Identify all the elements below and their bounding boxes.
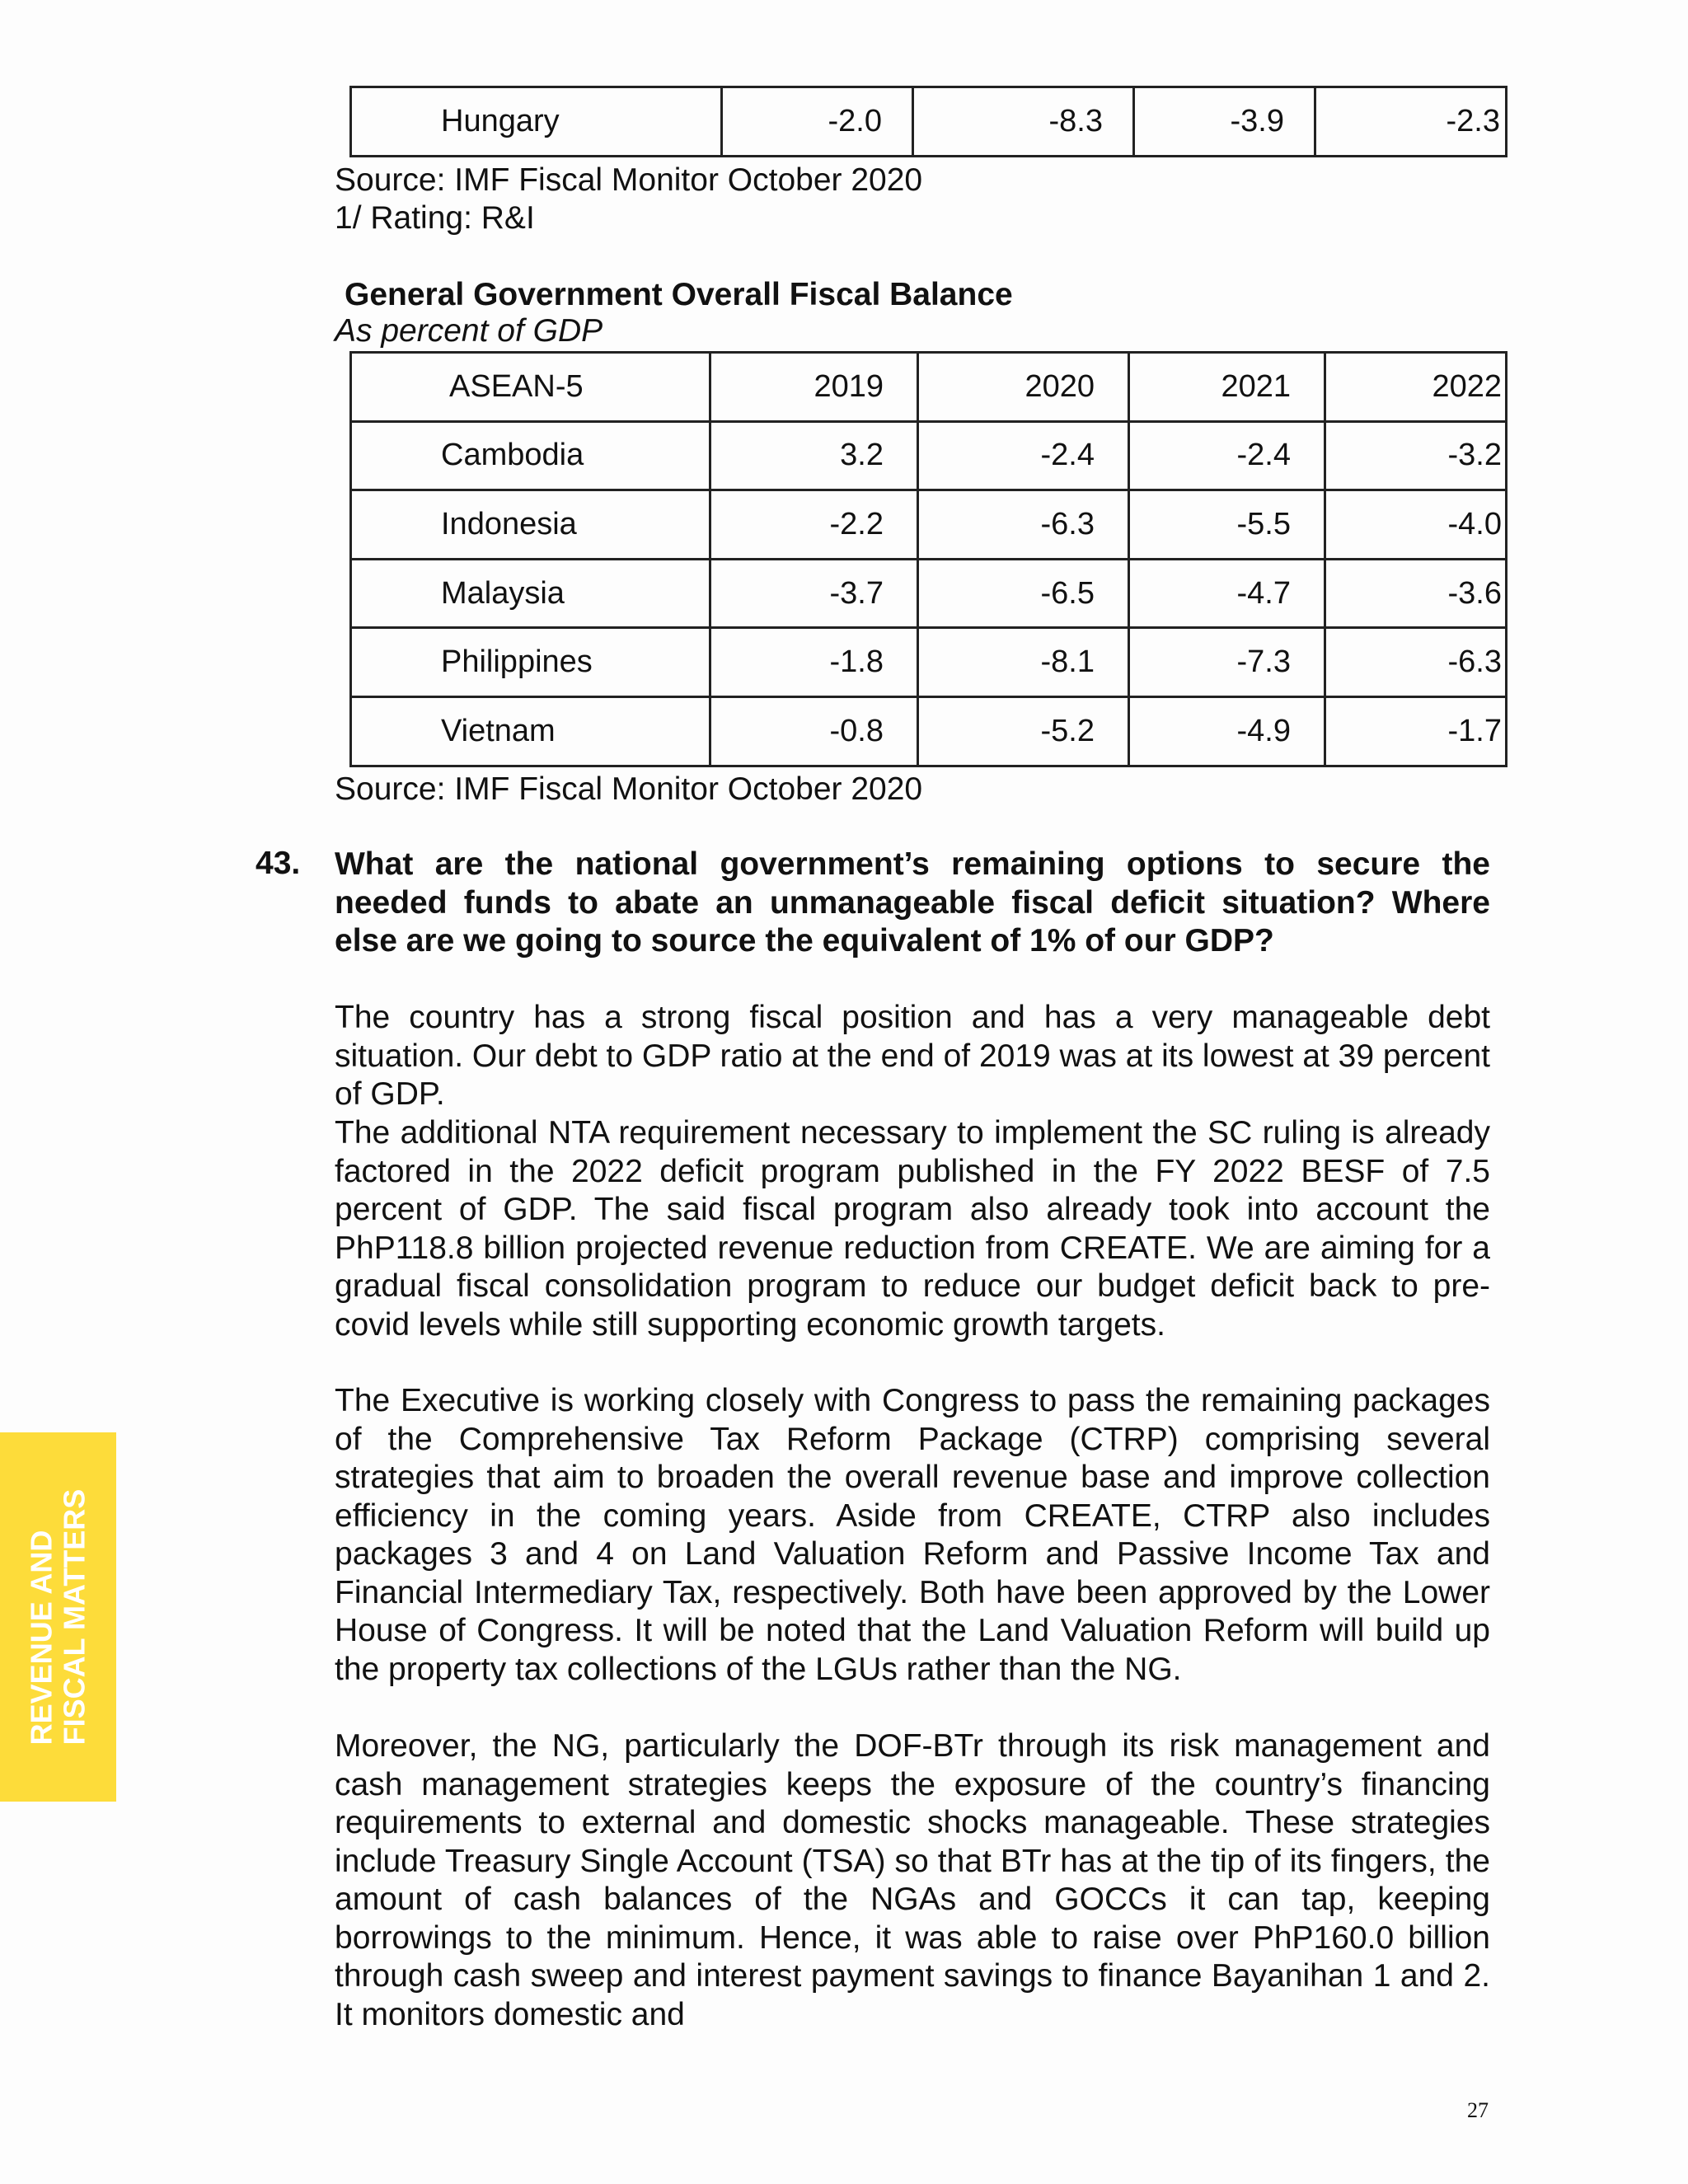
- table-subtitle: As percent of GDP: [335, 313, 603, 349]
- header-cell: 2019: [710, 353, 918, 422]
- value-cell: -1.8: [710, 628, 918, 697]
- value-cell: -2.3: [1315, 87, 1507, 157]
- table-source-note: Source: IMF Fiscal Monitor October 2020: [335, 771, 923, 807]
- header-cell: 2020: [918, 353, 1129, 422]
- answer-paragraph-4: Moreover, the NG, particularly the DOF-BTr through its risk management and cash management strategies keeps the exposure of the country’s financing requirements to external and domestic shocks manageable. These strategies include Treasury Single Account (TSA) so that BTr has at the tip of its fingers, the amount of cash balances of the NGAs and GOCCs it can tap, keeping borrowings to the minimum. Hence, it was able to raise over PhP160.0 billion through cash sweep and interest payment savings to finance Bayanihan 1 and 2. It monitors domestic and: [335, 1728, 1490, 2032]
- value-cell: -1.7: [1325, 696, 1507, 766]
- table-row: [351, 421, 1507, 490]
- fiscal-balance-table: [349, 351, 1507, 767]
- table-row: [351, 559, 1507, 628]
- source-note: Source: IMF Fiscal Monitor October 2020: [335, 162, 923, 198]
- question-text: What are the national government’s remaining options to secure the needed funds to abate an unmanageable fiscal deficit situation? Where else are we going to source the equivalent of 1% of our GDP?: [335, 846, 1490, 958]
- value-cell: -5.2: [918, 696, 1129, 766]
- value-cell: -3.2: [1325, 421, 1507, 490]
- country-cell: Indonesia: [351, 490, 710, 560]
- country-cell: Hungary: [351, 87, 722, 157]
- value-cell: -3.9: [1134, 87, 1315, 157]
- answer-paragraph-1: The country has a strong fiscal position and has a very manageable debt situation. Our debt to GDP ratio at the end of 2019 was at its lowest at 39 percent of GDP.: [335, 1000, 1490, 1112]
- section-side-tab: [0, 1432, 116, 1802]
- table-row: [351, 490, 1507, 560]
- value-cell: -3.7: [710, 559, 918, 628]
- table-header-row: [351, 353, 1507, 422]
- page-number: 27: [1467, 2098, 1489, 2122]
- header-cell: 2022: [1325, 353, 1507, 422]
- value-cell: -7.3: [1129, 628, 1325, 697]
- table-row: [351, 696, 1507, 766]
- value-cell: -2.4: [1129, 421, 1325, 490]
- country-cell: Cambodia: [351, 421, 710, 490]
- value-cell: -4.9: [1129, 696, 1325, 766]
- value-cell: -6.3: [918, 490, 1129, 560]
- header-cell: ASEAN-5: [351, 353, 710, 422]
- country-cell: Malaysia: [351, 559, 710, 628]
- value-cell: -4.7: [1129, 559, 1325, 628]
- table-title: General Government Overall Fiscal Balance: [345, 277, 1013, 312]
- side-tab-line-1: REVENUE AND: [24, 1530, 59, 1746]
- answer-paragraph-2: The additional NTA requirement necessary to implement the SC ruling is already factored in the 2022 deficit program published in the FY 2022 BESF of 7.5 percent of GDP. The said fiscal program also already took into account the PhP118.8 billion projected revenue reduction from CREATE. We are aiming for a gradual fiscal consolidation program to reduce our budget deficit back to pre-covid levels while still supporting economic growth targets.: [335, 1115, 1490, 1343]
- value-cell: -5.5: [1129, 490, 1325, 560]
- value-cell: -8.1: [918, 628, 1129, 697]
- value-cell: -0.8: [710, 696, 918, 766]
- value-cell: -6.5: [918, 559, 1129, 628]
- value-cell: -2.0: [722, 87, 913, 157]
- value-cell: -2.4: [918, 421, 1129, 490]
- table-row: [351, 628, 1507, 697]
- value-cell: -4.0: [1325, 490, 1507, 560]
- value-cell: -2.2: [710, 490, 918, 560]
- country-cell: Vietnam: [351, 696, 710, 766]
- value-cell: 3.2: [710, 421, 918, 490]
- value-cell: -6.3: [1325, 628, 1507, 697]
- value-cell: -3.6: [1325, 559, 1507, 628]
- answer-paragraph-3: The Executive is working closely with Congress to pass the remaining packages of the Comprehensive Tax Reform Package (CTRP) comprising several strategies that aim to broaden the overall revenue base and improve collection efficiency in the coming years. Aside from CREATE, CTRP also includes packages 3 and 4 on Land Valuation Reform and Passive Income Tax and Financial Intermediary Tax, respectively. Both have been approved by the Lower House of Congress. It will be noted that the Land Valuation Reform will build up the property tax collections of the LGUs rather than the NG.: [335, 1383, 1490, 1687]
- section-side-tab-label: [26, 1489, 91, 1746]
- rating-note: 1/ Rating: R&I: [335, 200, 535, 236]
- table-row: [351, 87, 1507, 157]
- side-tab-line-2: FISCAL MATTERS: [57, 1488, 91, 1746]
- continued-fiscal-table: [349, 86, 1507, 157]
- header-cell: 2021: [1129, 353, 1325, 422]
- value-cell: -8.3: [913, 87, 1134, 157]
- question-number: 43.: [256, 846, 301, 881]
- country-cell: Philippines: [351, 628, 710, 697]
